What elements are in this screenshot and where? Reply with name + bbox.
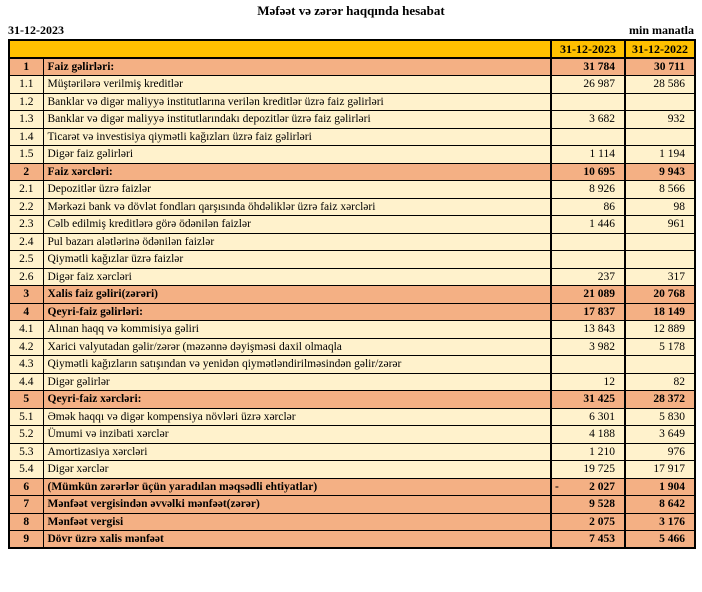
row-label: Qeyri-faiz gəlirləri: xyxy=(43,303,551,321)
table-row-2.4 xyxy=(9,233,695,251)
table-row-2.3 xyxy=(9,216,695,234)
row-label: Pul bazarı alətlərinə ödənilən faizlər xyxy=(43,233,551,251)
unit-label: min manatla xyxy=(628,23,694,37)
row-number: 1.1 xyxy=(9,76,43,94)
value-2022: 932 xyxy=(625,111,695,129)
row-number: 4 xyxy=(9,303,43,321)
table-row-7 xyxy=(9,496,695,514)
row-label: Faiz gəlirləri: xyxy=(43,58,551,76)
value-2023 xyxy=(551,93,625,111)
row-number: 5 xyxy=(9,391,43,409)
table-row-1.2 xyxy=(9,93,695,111)
value-text: 2 027 xyxy=(589,480,615,493)
row-label: Xarici valyutadan gəlir/zərər (məzənnə dəyişməsi daxil olmaqla xyxy=(43,338,551,356)
value-2023: 10 695 xyxy=(551,163,625,181)
table-row-4.1 xyxy=(9,321,695,339)
value-2023: 17 837 xyxy=(551,303,625,321)
row-number: 1.5 xyxy=(9,146,43,164)
row-label: Müştərilərə verilmiş kreditlər xyxy=(43,76,551,94)
row-number: 5.4 xyxy=(9,461,43,479)
value-2022 xyxy=(625,356,695,374)
table-row-1.1 xyxy=(9,76,695,94)
table-row-1.4 xyxy=(9,128,695,146)
row-number: 7 xyxy=(9,496,43,514)
row-number: 8 xyxy=(9,513,43,531)
value-2022: 961 xyxy=(625,216,695,234)
value-2023: 8 926 xyxy=(551,181,625,199)
row-label: Əmək haqqı və digər kompensiya növləri üzrə xərclər xyxy=(43,408,551,426)
table-row-2 xyxy=(9,163,695,181)
value-2023: 19 725 xyxy=(551,461,625,479)
row-number: 4.3 xyxy=(9,356,43,374)
row-number: 4.2 xyxy=(9,338,43,356)
value-2022: 8 566 xyxy=(625,181,695,199)
row-number: 2.2 xyxy=(9,198,43,216)
value-2023: 237 xyxy=(551,268,625,286)
value-2023 xyxy=(551,478,625,496)
value-2022: 3 176 xyxy=(625,513,695,531)
profit-loss-table xyxy=(8,39,696,549)
value-2023 xyxy=(551,128,625,146)
value-2022: 28 372 xyxy=(625,391,695,409)
value-2023: 4 188 xyxy=(551,426,625,444)
value-2023 xyxy=(551,251,625,269)
table-body xyxy=(9,58,695,548)
row-label: Amortizasiya xərcləri xyxy=(43,443,551,461)
row-number: 3 xyxy=(9,286,43,304)
value-2022: 8 642 xyxy=(625,496,695,514)
value-2023: 2 075 xyxy=(551,513,625,531)
row-label: Alınan haqq və kommisiya gəliri xyxy=(43,321,551,339)
header-col-2023: 31-12-2023 xyxy=(551,40,625,58)
table-header-row xyxy=(9,40,695,58)
table-row-2.1 xyxy=(9,181,695,199)
row-number: 1.4 xyxy=(9,128,43,146)
value-2022: 5 466 xyxy=(625,531,695,549)
value-2022: 9 943 xyxy=(625,163,695,181)
row-label: Mənfəət vergisi xyxy=(43,513,551,531)
report-date-label: 31-12-2023 xyxy=(8,23,64,37)
value-2022: 98 xyxy=(625,198,695,216)
row-label: Banklar və digər maliyyə institutlarına verilən kreditlər üzrə faiz gəlirləri xyxy=(43,93,551,111)
row-number: 9 xyxy=(9,531,43,549)
value-2023: 1 114 xyxy=(551,146,625,164)
value-2022: 30 711 xyxy=(625,58,695,76)
row-number: 4.1 xyxy=(9,321,43,339)
value-2022: 28 586 xyxy=(625,76,695,94)
row-label: Digər faiz gəlirləri xyxy=(43,146,551,164)
value-2023: 1 210 xyxy=(551,443,625,461)
value-2022: 20 768 xyxy=(625,286,695,304)
row-label: Digər gəlirlər xyxy=(43,373,551,391)
row-label: Dövr üzrə xalis mənfəət xyxy=(43,531,551,549)
row-label: Cəlb edilmiş kreditlərə görə ödənilən faizlər xyxy=(43,216,551,234)
value-2023: 3 682 xyxy=(551,111,625,129)
row-number: 4.4 xyxy=(9,373,43,391)
row-number: 2 xyxy=(9,163,43,181)
report-meta-line xyxy=(8,23,694,37)
row-number: 6 xyxy=(9,478,43,496)
value-2022: 5 830 xyxy=(625,408,695,426)
row-number: 2.1 xyxy=(9,181,43,199)
table-row-5.3 xyxy=(9,443,695,461)
row-number: 5.3 xyxy=(9,443,43,461)
row-label: Banklar və digər maliyyə institutlarındakı depozitlər üzrə faiz gəlirləri xyxy=(43,111,551,129)
table-row-1 xyxy=(9,58,695,76)
value-2023: 7 453 xyxy=(551,531,625,549)
table-row-2.5 xyxy=(9,251,695,269)
table-row-9 xyxy=(9,531,695,549)
row-label: Ticarət və investisiya qiymətli kağızları üzrə faiz gəlirləri xyxy=(43,128,551,146)
row-label: Faiz xərcləri: xyxy=(43,163,551,181)
table-row-6 xyxy=(9,478,695,496)
table-row-3 xyxy=(9,286,695,304)
row-label: Digər xərclər xyxy=(43,461,551,479)
row-label: Qeyri-faiz xərcləri: xyxy=(43,391,551,409)
table-row-1.3 xyxy=(9,111,695,129)
row-number: 1.2 xyxy=(9,93,43,111)
table-row-8 xyxy=(9,513,695,531)
row-label: Ümumi və inzibati xərclər xyxy=(43,426,551,444)
table-row-4.4 xyxy=(9,373,695,391)
value-2022: 976 xyxy=(625,443,695,461)
value-2023: 12 xyxy=(551,373,625,391)
row-label: (Mümkün zərərlər üçün yaradılan məqsədli ehtiyatlar) xyxy=(43,478,551,496)
row-number: 5.1 xyxy=(9,408,43,426)
value-2022: 1 194 xyxy=(625,146,695,164)
row-label: Mənfəət vergisindən əvvəlki mənfəət(zərər) xyxy=(43,496,551,514)
header-empty-cell xyxy=(9,40,551,58)
row-number: 2.3 xyxy=(9,216,43,234)
table-row-5.1 xyxy=(9,408,695,426)
row-label: Xalis faiz gəliri(zərəri) xyxy=(43,286,551,304)
value-2022: 5 178 xyxy=(625,338,695,356)
value-2022: 18 149 xyxy=(625,303,695,321)
value-2023: 1 446 xyxy=(551,216,625,234)
value-2022: 3 649 xyxy=(625,426,695,444)
negative-sign: - xyxy=(555,480,559,493)
value-2022 xyxy=(625,233,695,251)
table-row-4.2 xyxy=(9,338,695,356)
value-2022: 17 917 xyxy=(625,461,695,479)
row-label: Depozitlər üzrə faizlər xyxy=(43,181,551,199)
row-number: 5.2 xyxy=(9,426,43,444)
value-2023: 31 784 xyxy=(551,58,625,76)
value-2023 xyxy=(551,233,625,251)
value-2022: 1 904 xyxy=(625,478,695,496)
row-number: 1 xyxy=(9,58,43,76)
value-2022: 317 xyxy=(625,268,695,286)
table-row-5 xyxy=(9,391,695,409)
report-title: Məfəət və zərər haqqında hesabat xyxy=(257,3,445,18)
value-2022: 12 889 xyxy=(625,321,695,339)
header-col-2022: 31-12-2022 xyxy=(625,40,695,58)
row-number: 2.6 xyxy=(9,268,43,286)
value-2023: 13 843 xyxy=(551,321,625,339)
row-number: 1.3 xyxy=(9,111,43,129)
value-2023: 26 987 xyxy=(551,76,625,94)
value-2023 xyxy=(551,356,625,374)
value-2023: 6 301 xyxy=(551,408,625,426)
row-label: Qiymətli kağızların satışından və yenidən qiymətləndirilməsindən gəlir/zərər xyxy=(43,356,551,374)
table-row-1.5 xyxy=(9,146,695,164)
table-row-2.2 xyxy=(9,198,695,216)
value-2022 xyxy=(625,128,695,146)
row-label: Qiymətli kağızlar üzrə faizlər xyxy=(43,251,551,269)
value-2022: 82 xyxy=(625,373,695,391)
row-number: 2.4 xyxy=(9,233,43,251)
table-row-2.6 xyxy=(9,268,695,286)
value-2023: 21 089 xyxy=(551,286,625,304)
value-2023: 86 xyxy=(551,198,625,216)
row-number: 2.5 xyxy=(9,251,43,269)
table-row-5.4 xyxy=(9,461,695,479)
table-row-5.2 xyxy=(9,426,695,444)
value-2022 xyxy=(625,251,695,269)
row-label: Mərkəzi bank və dövlət fondları qarşısında öhdəliklər üzrə faiz xərcləri xyxy=(43,198,551,216)
value-2023: 31 425 xyxy=(551,391,625,409)
value-2022 xyxy=(625,93,695,111)
row-label: Digər faiz xərcləri xyxy=(43,268,551,286)
value-2023: 3 982 xyxy=(551,338,625,356)
table-row-4 xyxy=(9,303,695,321)
value-2023: 9 528 xyxy=(551,496,625,514)
table-row-4.3 xyxy=(9,356,695,374)
